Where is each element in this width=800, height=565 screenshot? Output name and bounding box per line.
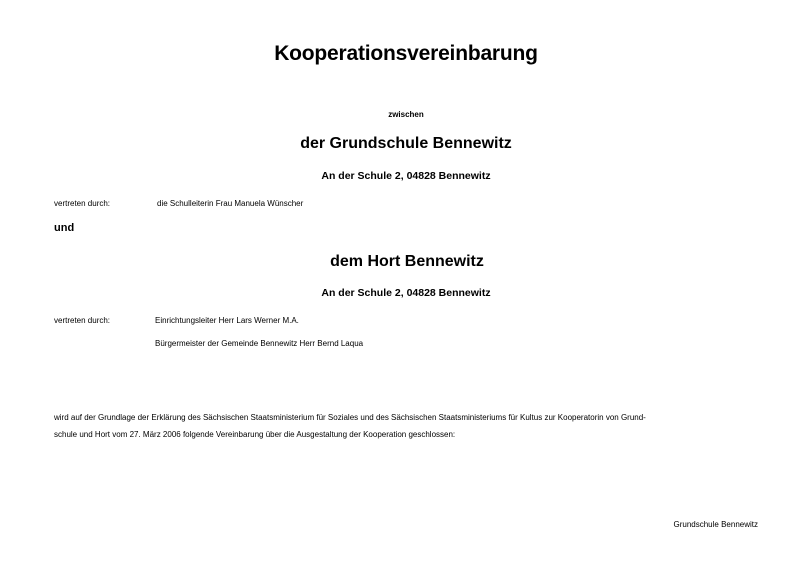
party2-representative: Einrichtungsleiter Herr Lars Werner M.A.	[155, 316, 299, 325]
intro-line: schule und Hort vom 27. März 2006 folgende Vereinbarung über die Ausgestaltung der Kooperation geschlossen:	[54, 430, 456, 439]
party2-represented-by-label: vertreten durch:	[54, 316, 111, 325]
document-title: Kooperationsvereinbarung	[274, 42, 538, 65]
party1-address: An der Schule 2, 04828 Bennewitz	[321, 170, 491, 182]
party1-represented-by-label: vertreten durch:	[54, 199, 111, 208]
party2-name: dem Hort Bennewitz	[330, 253, 484, 270]
party1-representative: die Schulleiterin Frau Manuela Wünscher	[157, 199, 304, 208]
between-word: zwischen	[388, 110, 424, 119]
party2-representative: Bürgermeister der Gemeinde Bennewitz Herr Bernd Laqua	[155, 339, 364, 348]
intro-paragraph	[54, 409, 766, 443]
party2-address: An der Schule 2, 04828 Bennewitz	[321, 287, 491, 299]
intro-line: wird auf der Grundlage der Erklärung des Sächsischen Staatsministerium für Soziales und des Sächsischen Staatsministeriums für Kultus zur Kooperatorin von Grund-	[54, 413, 646, 422]
party1-name: der Grundschule Bennewitz	[300, 135, 512, 152]
and-word: und	[54, 222, 75, 234]
footer-text: Grundschule Bennewitz	[673, 520, 758, 529]
